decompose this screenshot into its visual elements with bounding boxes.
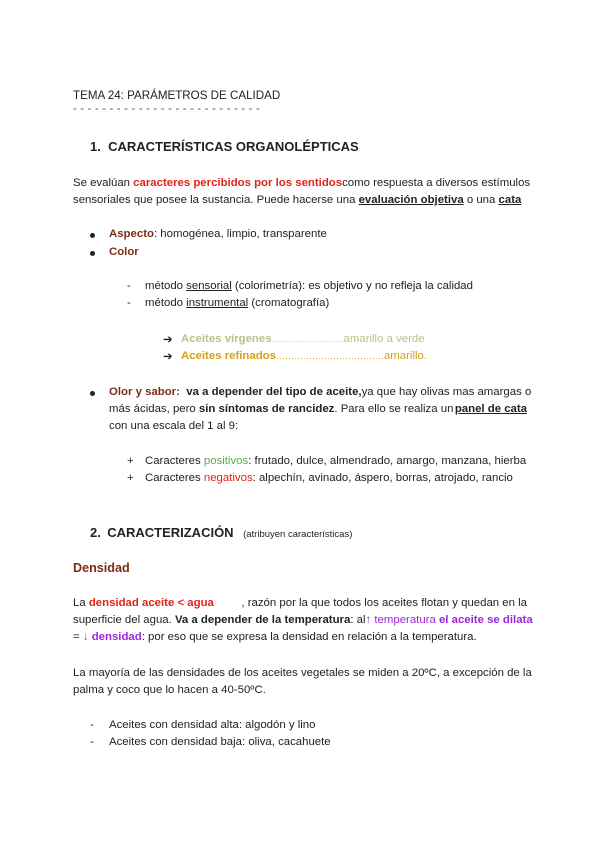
aspecto-text: : homogénea, limpio, transparente [153,228,327,240]
olor-rancidez: sin síntomas de rancidez [198,403,335,415]
olor-label: Olor y sabor: [109,386,180,398]
neg-a: Caracteres [145,472,204,484]
virgenes-color: amarillo a verde [343,333,425,345]
densidad-baja-item: Aceites con densidad baja: oliva, cacahuete [109,736,331,748]
virgenes-label: Aceites vírgenes [181,333,272,345]
intro-text-b: como respuesta a diversos estímulos [342,177,531,189]
pos-a: Caracteres [145,455,204,467]
neg-b: : alpechín, avinado, áspero, borras, atrojado, rancio [252,472,513,484]
title-underline-dashes: - - - - - - - - - - - - - - - - - - - - - - - - - - [73,103,260,115]
section2-title: CARACTERIZACIÓN [107,525,234,540]
p1-d: : al [350,614,366,626]
metodo1-underlined: sensorial [186,280,232,292]
metodo1-a: método [145,280,187,292]
refinados-label: Aceites refinados [181,350,276,362]
intro-bold-evaluacion: evaluación objetiva [358,194,464,206]
densidad-line2 [73,614,533,626]
olor-text-a: ya que hay olivas mas amargas o [361,386,532,398]
bullet-color [90,251,95,256]
metodo-sensorial [145,280,473,292]
arrow-right-icon: ➔ [163,334,173,346]
dash-bullet: - [90,719,94,731]
refinados-dots: ……………………………… [275,351,384,361]
pos-word: positivos [203,455,249,467]
mayoria-line1: La mayoría de las densidades de los aceites vegetales se miden a 20ºC, a excepción de la [73,667,532,679]
p1-a: La [73,597,89,609]
color-label: Color [109,246,139,258]
caracteres-positivos [145,455,526,467]
refinados-color: amarillo. [383,350,428,362]
pos-b: : frutado, dulce, almendrado, amargo, manzana, hierba [248,455,527,467]
section1-title: CARACTERÍSTICAS ORGANOLÉPTICAS [108,139,359,154]
arrow-right-icon: ➔ [163,351,173,363]
doc-title: TEMA 24: PARÁMETROS DE CALIDAD [73,89,281,102]
intro-text-d: o una [463,194,499,206]
neg-word: negativos [203,472,253,484]
dash-bullet: - [90,736,94,748]
mayoria-line2: palma y coco que lo hacen a 40-50ºC. [73,684,266,696]
intro-line2 [73,194,521,206]
olor-line1 [109,386,532,398]
section2-subtitle: (atribuyen características) [243,529,353,540]
section1-number: 1. [90,139,101,154]
p1-c: superficie del agua. [73,614,175,626]
section2-heading [90,525,352,540]
metodo2-b: (cromatografía) [248,297,330,309]
densidad-highlight: densidad aceite < agua [88,597,214,609]
metodo2-underlined: instrumental [186,297,249,309]
intro-text-a: Se evalúan [73,177,134,189]
aspecto-item [109,228,327,240]
densidad-alta-item: Aceites con densidad alta: algodón y lino [109,719,316,731]
section1-heading [90,139,359,154]
aceites-refinados [181,350,427,362]
intro-bold-cata: cata [498,194,522,206]
olor-line2 [109,403,527,415]
intro-highlight: caracteres percibidos por los sentidos [133,177,343,189]
down-densidad: ↓ densidad [82,631,142,643]
olor-panel-cata: panel de cata [454,403,527,415]
caracteres-negativos [145,472,513,484]
virgenes-dots: …………………… [271,334,344,344]
dash-bullet: - [127,280,131,292]
metodo1-b: (colorimetría): es objetivo y no refleja la calidad [231,280,473,292]
olor-text-b: más ácidas, pero [109,403,199,415]
densidad-heading: Densidad [73,561,130,575]
intro-text-c: sensoriales que posee la sustancia. Puede hacerse una [73,194,359,206]
intro-line1 [73,177,531,189]
olor-bold: va a depender del tipo de aceite, [186,386,362,398]
plus-bullet: + [127,455,134,467]
metodo2-a: método [145,297,187,309]
p1-e: = [73,631,83,643]
aspecto-label: Aspecto [109,228,154,240]
metodo-instrumental [145,297,329,309]
depende-temperatura: Va a depender de la temperatura [174,614,351,626]
densidad-line3 [73,631,477,643]
densidad-line1 [73,597,527,609]
p1-f: : por eso que se expresa la densidad en relación a la temperatura. [141,631,477,643]
olor-text-c: . Para ello se realiza un [334,403,454,415]
bullet-olor [90,391,95,396]
aceite-dilata: el aceite se dilata [438,614,533,626]
plus-bullet: + [127,472,134,484]
dash-bullet: - [127,297,131,309]
bullet-aspecto [90,233,95,238]
p1-b: , razón por la que todos los aceites flotan y quedan en la [241,597,527,609]
olor-line3: con una escala del 1 al 9: [109,420,239,432]
aceites-virgenes [181,333,425,345]
section2-number: 2. [90,525,101,540]
up-temperatura: ↑ temperatura [365,614,439,626]
